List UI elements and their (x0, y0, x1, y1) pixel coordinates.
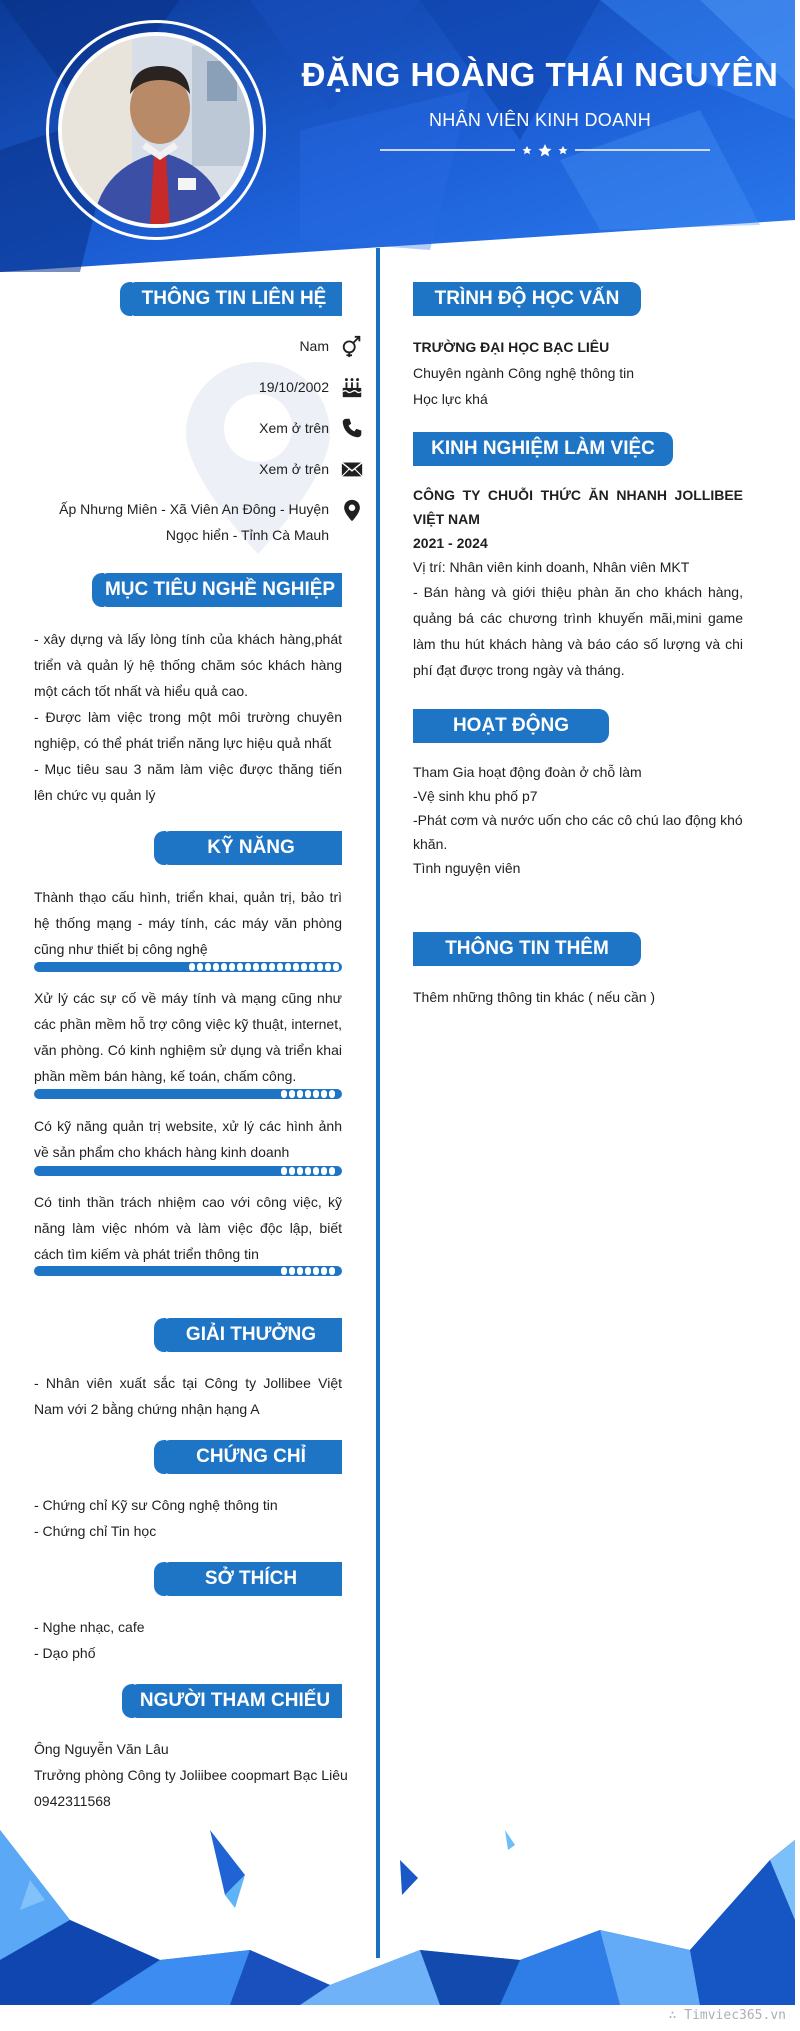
skill-bar-segment (289, 1267, 295, 1275)
skill-bar-segment (305, 1090, 311, 1098)
skill-bar-segment (329, 1167, 335, 1175)
skill-bar-segment (313, 1090, 319, 1098)
skill-bar-segment (245, 963, 251, 971)
skill-bar-segment (325, 963, 331, 971)
location-pin-icon (339, 498, 365, 524)
skill-bar-segment (289, 1167, 295, 1175)
education-heading: TRÌNH ĐỘ HỌC VẤN (413, 282, 641, 316)
experience-heading: KINH NGHIỆM LÀM VIỆC (413, 432, 673, 466)
objective-paragraph-1: - xây dựng và lấy lòng tính của khách hàng,phát triển và quản lý hệ thống chăm sóc khách hàng một cách tốt nhất và hiểu quả cao. (34, 631, 342, 699)
certificates-heading: CHỨNG CHỈ (160, 1440, 342, 1474)
skill-bar-segment (197, 963, 203, 971)
contact-gender (299, 333, 365, 359)
skill-bar-segment (221, 963, 227, 971)
skill-bar-segment (261, 963, 267, 971)
skill-bar-segment (277, 963, 283, 971)
center-divider (376, 248, 380, 1958)
skill-bar-segment (237, 963, 243, 971)
hobbies-text (34, 1614, 342, 1666)
skill-bar-segment (321, 1267, 327, 1275)
phone-icon (339, 415, 365, 441)
experience-role: Vị trí: Nhân viên kinh doanh, Nhân viên MKT (413, 559, 690, 575)
email-value: Xem ở trên (259, 461, 329, 477)
awards-heading: GIẢI THƯỞNG (160, 1318, 342, 1352)
skill-bar-segment (305, 1167, 311, 1175)
gender-value: Nam (299, 338, 329, 354)
candidate-job-title: NHÂN VIÊN KINH DOANH (428, 110, 652, 130)
skill-bar-segment (189, 963, 195, 971)
extra-heading: THÔNG TIN THÊM (413, 932, 641, 966)
education-grade: Học lực khá (413, 391, 488, 407)
objective-paragraph-2: - Được làm việc trong một môi trường chuyên nghiệp, có thể phát triển năng lực hiệu quả nhất (34, 709, 342, 751)
objective-text (34, 626, 342, 808)
avatar-photo (62, 36, 254, 228)
extra-text: Thêm những thông tin khác ( nếu cần ) (413, 989, 656, 1005)
experience-text (413, 483, 743, 683)
skill-bar-segment (297, 1267, 303, 1275)
skill-bar-segment (269, 963, 275, 971)
experience-company: CÔNG TY CHUỖI THỨC ĂN NHANH JOLLIBEE VIỆT NAM (413, 487, 743, 527)
contact-email (259, 456, 365, 482)
skill-bar-segment (317, 963, 323, 971)
reference-position: Trưởng phòng Công ty Joliibee coopmart Bạc Liêu (34, 1767, 348, 1783)
education-school: TRƯỜNG ĐẠI HỌC BẠC LIÊU (413, 339, 610, 355)
contact-phone (259, 415, 365, 441)
skill-item-4-bar (34, 1266, 342, 1276)
phone-value: Xem ở trên (259, 420, 329, 436)
candidate-name: ĐẶNG HOÀNG THÁI NGUYÊN (301, 56, 779, 93)
address-line-2: Ngọc hiển - Tỉnh Cà Mauh (165, 527, 329, 543)
objective-paragraph-3: - Mục tiêu sau 3 năm làm việc được thăng tiến lên chức vụ quản lý (34, 761, 342, 803)
contact-heading: THÔNG TIN LIÊN HỆ (126, 282, 342, 316)
certificate-item-2: - Chứng chỉ Tin học (34, 1523, 157, 1539)
education-major: Chuyên ngành Công nghệ thông tin (413, 365, 635, 381)
skill-item-4-text: Có tinh thần trách nhiệm cao với công việc, kỹ năng làm việc nhóm và làm việc độc lập, biết cách tìm kiếm và phát triển thông tin (34, 1194, 342, 1262)
contact-birthday (259, 374, 365, 400)
skill-item-2-text: Xử lý các sự cố về máy tính và mạng cũng như các phần mềm hỗ trợ công việc kỹ thuật, internet, văn phòng. Có kinh nghiệm sử dụng và triển khai phần mềm bán hàng, kế toán, chấm công. (34, 990, 342, 1084)
activity-item-2: -Vệ sinh khu phố p7 (413, 788, 538, 804)
activity-item-3: -Phát cơm và nước uốn cho các cô chú lao động khó khăn. (413, 812, 743, 852)
skill-bar-segment (293, 963, 299, 971)
address-line-1: Ấp Nhưng Miên - Xã Viên An Đông - Huyện (59, 501, 329, 517)
skill-bar-segment (313, 1167, 319, 1175)
activity-item-1: Tham Gia hoạt động đoàn ở chỗ làm (413, 764, 642, 780)
skill-bar-segment (329, 1090, 335, 1098)
skill-bar-segment (329, 1267, 335, 1275)
experience-period: 2021 - 2024 (413, 535, 488, 551)
skill-bar-segment (321, 1090, 327, 1098)
skill-bar-segment (281, 1090, 287, 1098)
activities-text (413, 760, 743, 880)
skill-item-2-bar (34, 1089, 342, 1099)
skill-bar-segment (281, 1267, 287, 1275)
education-text (413, 334, 743, 412)
skill-bar-segment (309, 963, 315, 971)
reference-phone: 0942311568 (34, 1793, 111, 1809)
cake-icon (339, 374, 365, 400)
skill-bar-segment (321, 1167, 327, 1175)
activities-heading: HOẠT ĐỘNG (413, 709, 609, 743)
footer-background (0, 1800, 795, 2005)
skill-bar-segment (301, 963, 307, 971)
activity-item-4: Tình nguyện viên (413, 860, 521, 876)
skill-item-1-text: Thành thạo cấu hình, triển khai, quản trị, bảo trì hệ thống mạng - máy tính, các máy văn phòng cũng như thiết bị công nghệ (34, 889, 342, 957)
skill-bar-segment (313, 1267, 319, 1275)
title-divider-stars (380, 142, 710, 158)
skill-item-3-text: Có kỹ năng quản trị website, xử lý các hình ảnh về sản phẩm cho khách hàng kinh doanh (34, 1118, 342, 1160)
birthday-value: 19/10/2002 (258, 379, 329, 395)
skill-item-1-bar (34, 962, 342, 972)
objective-heading: MỤC TIÊU NGHỀ NGHIỆP (98, 573, 342, 607)
skill-bar-segment (205, 963, 211, 971)
references-heading: NGƯỜI THAM CHIẾU (128, 1684, 342, 1718)
skill-bar-segment (297, 1090, 303, 1098)
experience-description: - Bán hàng và giới thiệu phàn ăn cho khách hàng, quảng bá các chương trình khuyến mãi,mini game làm thu hút khách hàng và báo cáo số lượng và chi phí đạt được trong ngày và tháng. (413, 584, 743, 678)
address-value (59, 496, 329, 548)
hobby-item-1: - Nghe nhạc, cafe (34, 1619, 145, 1635)
skill-bar-segment (213, 963, 219, 971)
certificate-item-1: - Chứng chỉ Kỹ sư Công nghệ thông tin (34, 1497, 278, 1513)
skill-item-3-bar (34, 1166, 342, 1176)
hobby-item-2: - Dạo phố (34, 1645, 96, 1661)
awards-text: - Nhân viên xuất sắc tại Công ty Jollibee Việt Nam với 2 bằng chứng nhận hạng A (34, 1375, 342, 1417)
gender-icon (339, 333, 365, 359)
skill-bar-segment (333, 963, 339, 971)
skill-bar-segment (281, 1167, 287, 1175)
skill-bar-segment (297, 1167, 303, 1175)
email-icon (339, 456, 365, 482)
skill-bar-segment (253, 963, 259, 971)
hobbies-heading: SỞ THÍCH (160, 1562, 342, 1596)
skill-bar-segment (289, 1090, 295, 1098)
skill-bar-segment (229, 963, 235, 971)
certificates-text (34, 1492, 342, 1544)
contact-address (59, 496, 365, 548)
skill-bar-segment (285, 963, 291, 971)
reference-name: Ông Nguyễn Văn Lâu (34, 1741, 169, 1757)
skills-heading: KỸ NĂNG (160, 831, 342, 865)
skill-bar-segment (305, 1267, 311, 1275)
avatar (58, 32, 254, 228)
site-credit: ∴ Timviec365.vn (668, 2008, 786, 2023)
